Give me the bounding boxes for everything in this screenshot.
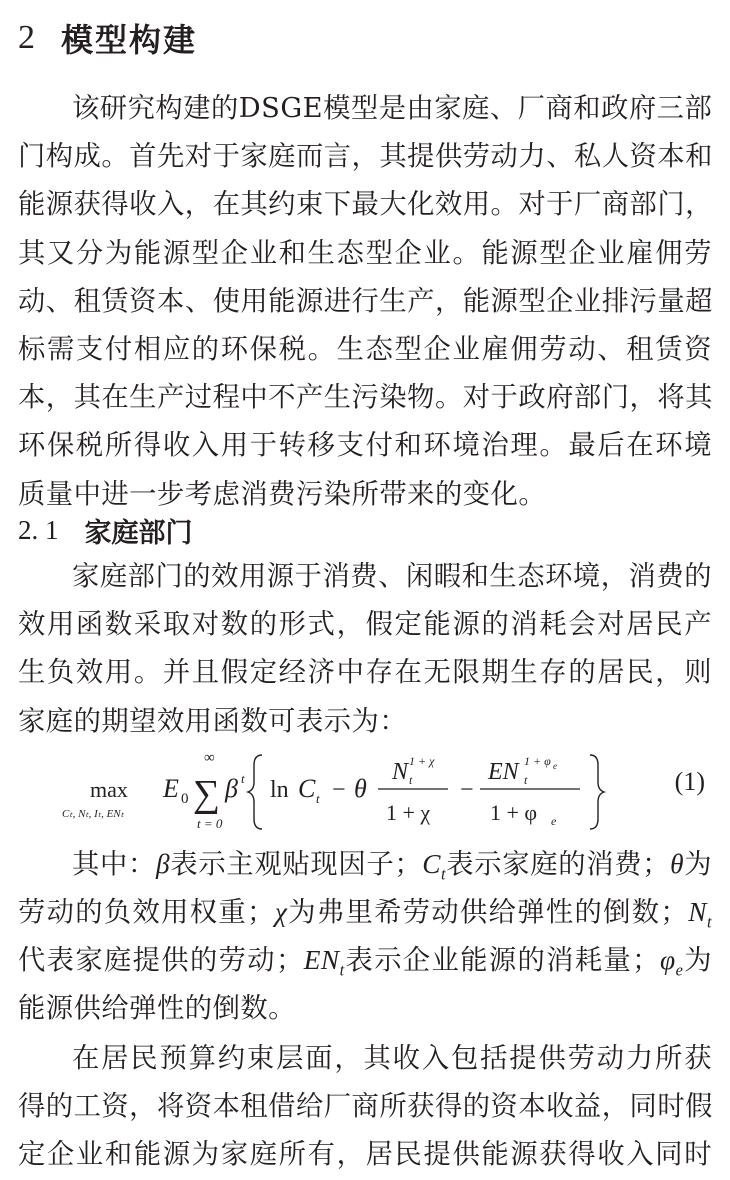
eq-sum-bottom: t = 0 [197,816,223,831]
budget-line: 得的工资，将资本租借给厂商所获得的资本收益，同时假 [18,1091,713,1123]
def-text: 劳动的负效用权重； [18,897,275,929]
budget-line: 定企业和能源为家庭所有，居民提供能源获得收入同时 [18,1139,712,1171]
section-number: 2 [18,19,35,56]
budget-line: 在居民预算约束层面，其收入包括提供劳动力所获 [72,1043,712,1074]
household-line: 生负效用。并且假定经济中存在无限期生存的居民，则 [18,657,712,689]
eq-E: E [163,774,179,803]
eq-theta: θ [354,774,367,803]
eq-sum-sign: ∑ [193,773,221,815]
eq-minus-1: − [332,777,346,803]
eq-frac1-num-sub: t [409,773,413,787]
eq-frac2-num-sub: t [524,773,528,787]
eq-C-sub: t [316,791,320,806]
household-line: 家庭部门的效用源于消费、闲暇和生态环境，消费的 [72,561,712,592]
def-text: 其中： [72,849,157,880]
household-line: 效用函数采取对数的形式，假定能源的消耗会对居民产 [18,609,712,641]
equation-formula [60,745,660,835]
def-symbol-EN: EN [303,945,340,976]
def-text: 为弗里希劳动供给弹性的倒数； [287,897,689,929]
eq-ln: ln [270,777,289,803]
definition-line [18,888,712,936]
eq-E-sub: 0 [181,791,189,807]
def-symbol-C: C [422,849,441,879]
eq-frac2-den: 1 + φ [490,800,538,825]
eq-frac1-num-sup: 1 + χ [409,754,435,768]
intro-line: 动、租赁资本、使用能源进行生产，能源型企业排污量超 [18,285,713,317]
definition-line [18,840,712,888]
eq-right-brace [590,755,604,829]
eq-C: C [298,774,316,803]
def-text: 表示主观贴现因子； [170,849,423,880]
def-symbol-chi: χ [274,897,288,928]
eq-minus-2: − [460,777,474,803]
equation-1 [60,745,715,835]
subsection-heading [18,508,193,552]
eq-frac2-num-sup-sub: e [553,761,557,771]
def-text: 为 [683,945,713,977]
intro-line: 该研究构建的DSGE模型是由家庭、厂商和政府三部 [72,93,713,124]
intro-line: 门构成。首先对于家庭而言，其提供劳动力、私人资本和 [18,141,713,173]
def-text: 表示企业能源的消耗量； [344,945,660,977]
intro-line: 其又分为能源型企业和生态型企业。能源型企业雇佣劳 [18,237,712,269]
definition-line: 能源供给弹性的倒数。 [18,992,296,1024]
intro-line: 本，其在生产过程中不产生污染物。对于政府部门，将其 [18,382,713,414]
section-heading [18,12,197,64]
def-symbol-sub: t [339,960,345,980]
eq-beta: β [225,774,238,803]
eq-frac1-num: N [392,759,409,785]
def-symbol-sub: t [440,864,446,884]
subsection-title: 家庭部门 [84,517,193,549]
subsection-number: 2. 1 [18,514,59,545]
eq-beta-sup: t [241,771,245,786]
definitions-paragraph [18,840,712,1033]
eq-max: max [90,777,128,802]
definition-line [18,936,712,984]
eq-frac1-den: 1 + χ [386,800,431,825]
def-text: 为 [684,849,713,880]
eq-frac2-num-sup: 1 + φ [524,754,551,768]
intro-paragraph [18,85,712,519]
def-symbol-theta: θ [670,849,684,879]
intro-line: 标需支付相应的环保税。生态型企业雇佣劳动、租赁资 [18,333,712,365]
intro-line: 质量中进一步考虑消费污染所带来的变化。 [18,478,547,510]
section-title: 模型构建 [61,21,198,59]
eq-frac2-num: EN [488,759,519,785]
intro-line: 环保税所得收入用于转移支付和环境治理。最后在环境 [18,430,712,462]
eq-frac2-den-sub: e [551,814,557,828]
def-text: 代表家庭提供的劳动； [18,945,304,977]
def-symbol-sub: t [706,912,712,932]
intro-line: 能源获得收入，在其约束下最大化效用。对于厂商部门， [18,189,713,221]
def-symbol-N: N [688,897,707,928]
eq-left-brace [248,755,262,829]
def-symbol-sub: e [675,960,684,980]
household-line: 家庭的期望效用函数可表示为： [18,705,408,737]
budget-paragraph [18,1035,712,1180]
def-symbol-phi: φ [659,945,676,976]
household-paragraph [18,553,712,746]
def-text: 表示家庭的消费； [446,849,671,880]
eq-max-sub: Cₜ, Nₜ, Iₜ, ENₜ [62,808,124,820]
def-symbol-beta: β [156,849,171,879]
eq-sum-top: ∞ [204,750,215,766]
equation-number: (1) [674,767,705,796]
